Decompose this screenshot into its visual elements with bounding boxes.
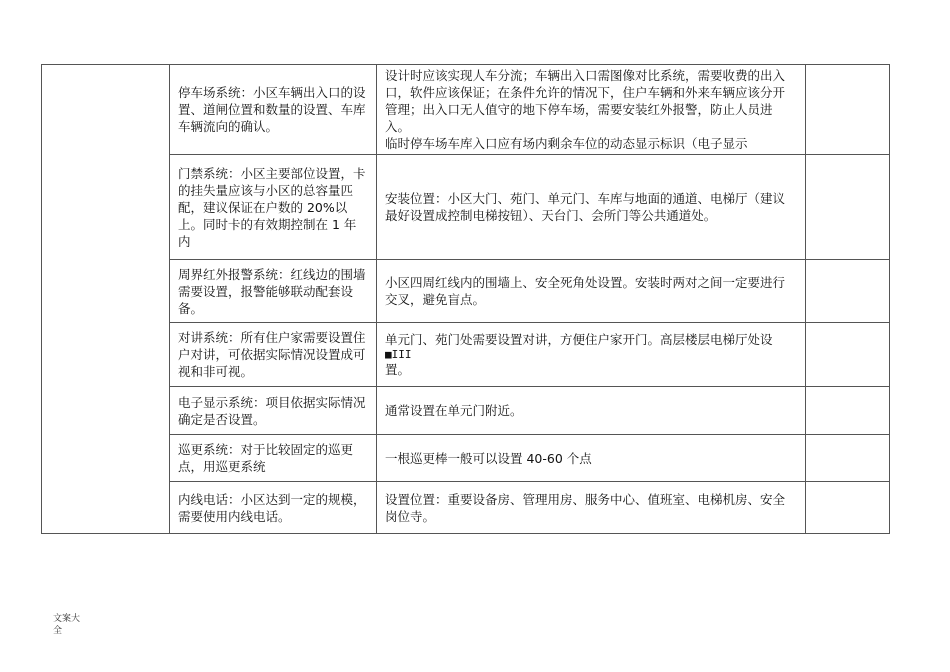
remark-cell <box>806 65 890 155</box>
page-footer: 文案大全 <box>53 614 81 636</box>
requirement-text: 小区四周红线内的围墙上、安全死角处设置。安装时两对之间一定要进行交叉，避免盲点。 <box>385 275 786 307</box>
requirement-cell <box>377 482 806 534</box>
requirement-cell <box>377 435 806 482</box>
table-row-electronic-display <box>42 387 890 435</box>
requirement-text-continued: 临时停车场车库入口应有场内剩余车位的动态显示标识（电子显示 <box>385 136 748 151</box>
requirement-cell <box>377 387 806 435</box>
remark-cell <box>806 482 890 534</box>
requirement-cell <box>377 155 806 260</box>
system-text: 门禁系统：小区主要部位设置，卡的挂失量应该与小区的总容量匹配，建议保证在户数的 20%以上。同时卡的有效期控制在 1 年内 <box>178 165 366 249</box>
requirement-text: 单元门、苑门处需要设置对讲，方便住户家开门。高层楼层电梯厅处设 <box>385 332 773 347</box>
requirement-text: 设计时应该实现人车分流；车辆出入口需图像对比系统，需要收费的出入口，软件应该保证；在条件允许的情况下，住户车辆和外来车辆应该分开管理；出入口无人值守的地下停车场，需要安装红外报警，防止人员进入。 <box>385 68 786 134</box>
requirement-text-continued: 置。 <box>385 362 411 377</box>
requirement-cell <box>377 323 806 387</box>
remark-cell <box>806 260 890 323</box>
requirement-text: 安装位置：小区大门、苑门、单元门、车库与地面的通道、电梯厅（建议最好设置成控制电梯按钮）、天台门、会所门等公共通道处。 <box>385 191 786 223</box>
remark-cell <box>806 323 890 387</box>
remark-cell <box>806 155 890 260</box>
system-text: 巡更系统：对于比较固定的巡更点，用巡更系统 <box>178 442 354 474</box>
requirement-cell <box>377 260 806 323</box>
table-row-parking <box>42 65 890 155</box>
requirement-text: 设置位置：重要设备房、管理用房、服务中心、值班室、电梯机房、安全岗位寺。 <box>385 491 786 524</box>
scan-artifact-mark: ■III <box>385 348 412 361</box>
system-text: 内线电话：小区达到一定的规模，需要使用内线电话。 <box>178 491 366 524</box>
requirement-cell <box>377 65 806 155</box>
system-text: 周界红外报警系统：红线边的围墙需要设置，报警能够联动配套设备。 <box>178 266 366 316</box>
system-text: 停车场系统：小区车辆出入口的设置、道闸位置和数量的设置、车库车辆流向的确认。 <box>178 85 366 134</box>
table-row-internal-phone <box>42 482 890 534</box>
system-cell <box>170 435 377 482</box>
system-cell <box>170 387 377 435</box>
table-row-patrol <box>42 435 890 482</box>
requirement-text: 通常设置在单元门附近。 <box>385 403 523 418</box>
system-cell <box>170 482 377 534</box>
table-row-access-control <box>42 155 890 260</box>
system-cell <box>170 323 377 387</box>
security-systems-table <box>41 64 890 534</box>
requirement-text: 一根巡更棒一般可以设置 40-60 个点 <box>385 450 592 466</box>
table-row-perimeter-alarm <box>42 260 890 323</box>
remark-cell <box>806 387 890 435</box>
table-row-intercom <box>42 323 890 387</box>
system-cell <box>170 65 377 155</box>
system-cell <box>170 260 377 323</box>
remark-cell <box>806 435 890 482</box>
category-cell <box>42 65 170 534</box>
system-cell <box>170 155 377 260</box>
system-text: 电子显示系统：项目依据实际情况确定是否设置。 <box>178 394 366 427</box>
system-text: 对讲系统：所有住户家需要设置住户对讲，可依据实际情况设置成可视和非可视。 <box>178 330 366 379</box>
